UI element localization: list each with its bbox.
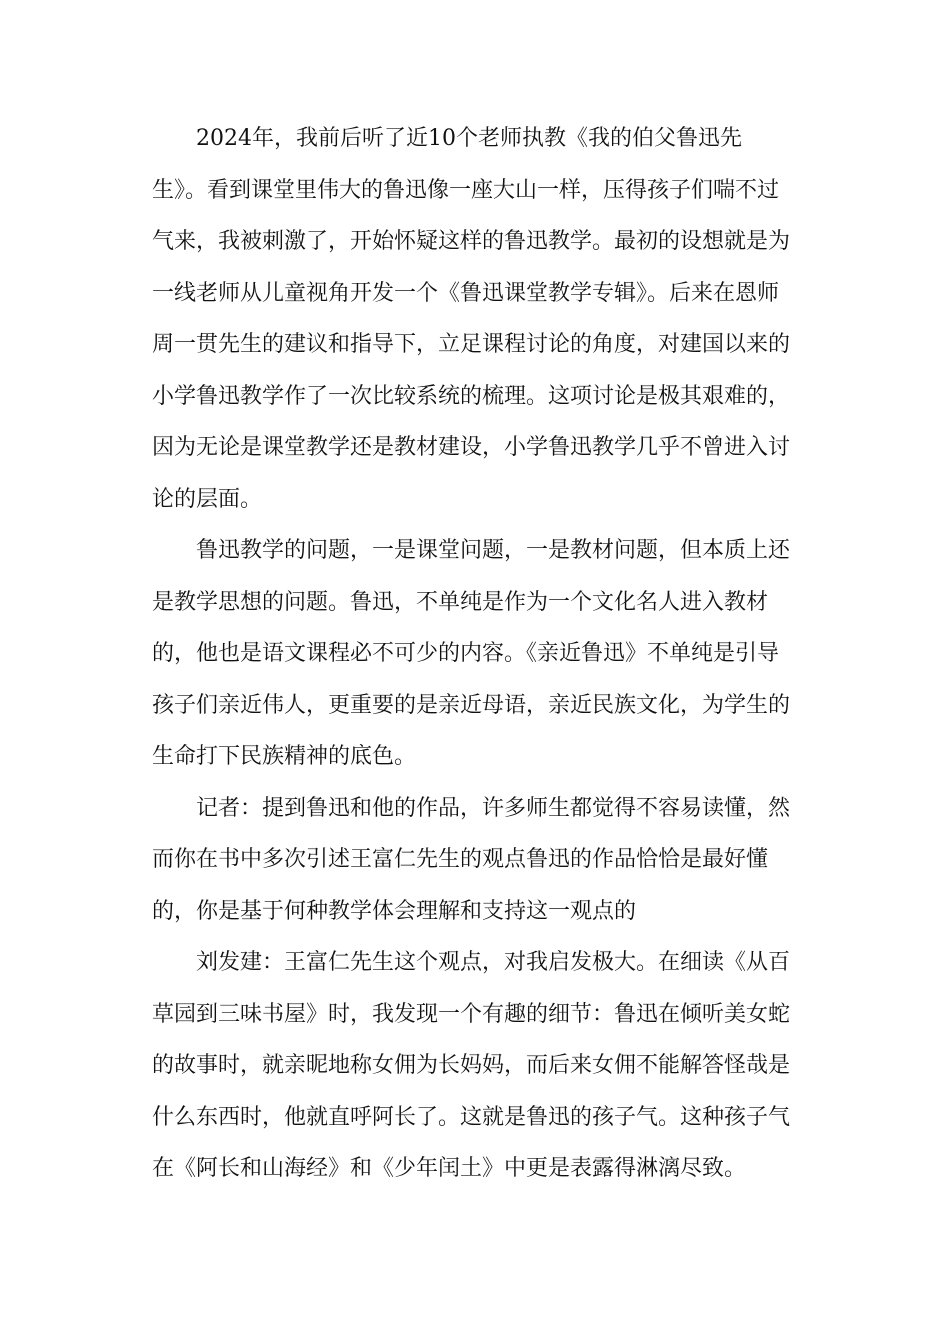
text-line: 在《阿长和山海经》和《少年闰土》中更是表露得淋漓尽致。 (152, 1156, 747, 1181)
text-line: 草园到三味书屋》时，我发现一个有趣的细节：鲁迅在倾听美女蛇 (152, 1001, 791, 1027)
paragraph-4 (152, 937, 802, 1195)
paragraph-3 (152, 783, 802, 938)
text-line: 鲁迅教学的问题，一是课堂问题，一是教材问题，但本质上还 (196, 538, 791, 563)
text-line: 刘发建：王富仁先生这个观点，对我启发极大。在细读《从百 (196, 950, 791, 975)
text-line: 的，你是基于何种教学体会理解和支持这一观点的 (152, 898, 637, 924)
paragraph-1 (152, 113, 802, 525)
text-line: 气来，我被刺激了，开始怀疑这样的鲁迅教学。最初的设想就是为 (152, 229, 791, 254)
text-line: 的故事时，就亲昵地称女佣为长妈妈，而后来女佣不能解答怪哉是 (152, 1053, 791, 1078)
text-line: 什么东西时，他就直呼阿长了。这就是鲁迅的孩子气。这种孩子气 (152, 1104, 791, 1130)
text-line: 生》。看到课堂里伟大的鲁迅像一座大山一样，压得孩子们喘不过 (152, 177, 780, 203)
text-line: 孩子们亲近伟人，更重要的是亲近母语，亲近民族文化，为学生的 (152, 692, 791, 718)
document-body (152, 113, 802, 1195)
text-line: 记者：提到鲁迅和他的作品，许多师生都觉得不容易读懂，然 (196, 795, 791, 821)
text-line: 而你在书中多次引述王富仁先生的观点鲁迅的作品恰恰是最好懂 (152, 847, 769, 872)
text-line: 小学鲁迅教学作了一次比较系统的梳理。这项讨论是极其艰难的， (152, 383, 791, 409)
paragraph-2 (152, 525, 802, 783)
text-line: 的，他也是语文课程必不可少的内容。《亲近鲁迅》不单纯是引导 (152, 641, 780, 666)
text-line: 周一贯先生的建议和指导下，立足课程讨论的角度，对建国以来的 (152, 332, 791, 357)
text-line: 是教学思想的问题。鲁迅，不单纯是作为一个文化名人进入教材 (152, 589, 769, 615)
text-line: 一线老师从儿童视角开发一个《鲁迅课堂教学专辑》。后来在恩师 (152, 280, 780, 306)
text-line: 生命打下民族精神的底色。 (152, 744, 417, 769)
text-line: 因为无论是课堂教学还是教材建设，小学鲁迅教学几乎不曾进入讨 (152, 435, 791, 460)
text-line: 2024年，我前后听了近10个老师执教《我的伯父鲁迅先 (196, 126, 742, 151)
text-line: 论的层面。 (152, 486, 263, 512)
